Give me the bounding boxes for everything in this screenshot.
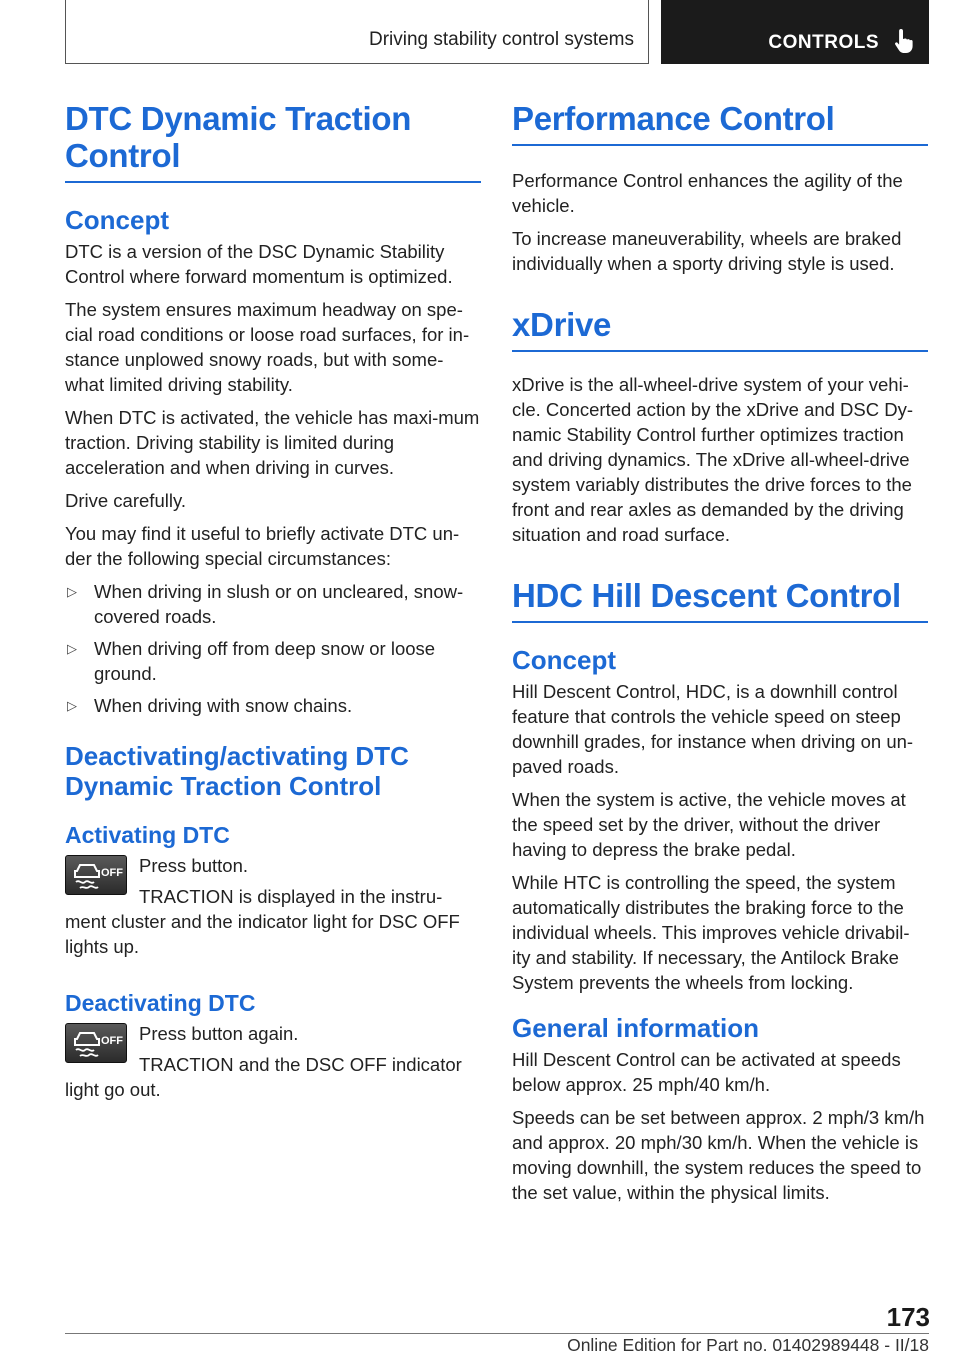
- off-label: OFF: [101, 1035, 123, 1047]
- page-number: 173: [886, 1302, 930, 1332]
- concept-paragraph: The system ensures maximum headway on spe‐cial road conditions or loose road surfaces, for in‐stance unplowed snowy roads, but with some‐what limited driving stability.: [65, 299, 470, 395]
- concept-paragraph: You may find it useful to briefly activate DTC un‐der the following special circumstances:: [65, 523, 460, 569]
- general-paragraph: Speeds can be set between approx. 2 mph/3 km/h and approx. 20 mph/30 km/h. When the vehicle is moving downhill, the system reduces the speed to the set value, within the physical limits.: [512, 1107, 925, 1203]
- activating-instructions: [65, 853, 481, 967]
- hdc-paragraph: When the system is active, the vehicle moves at the speed set by the driver, without the driver having to depress the brake pedal.: [512, 789, 906, 860]
- concept-heading: Concept: [65, 205, 169, 235]
- right-column: [512, 100, 928, 1213]
- xdrive-paragraph: xDrive is the all-wheel-drive system of your vehi‐cle. Concerted action by the xDrive and DSC Dy‐namic Stability Control further optimizes traction and driving dynamics. The xDrive all-wheel-drive system variably distributes the drive forces to the front and rear axles as demanded by the driving situation and road surface.: [512, 374, 914, 545]
- dsc-off-button-image: [65, 855, 127, 895]
- general-paragraph: Hill Descent Control can be activated at speeds below approx. 25 mph/40 km/h.: [512, 1049, 901, 1095]
- chapter-tab: [661, 0, 929, 64]
- deactivating-instructions: [65, 1021, 481, 1110]
- circumstances-list: [65, 579, 481, 718]
- hdc-title: HDC Hill Descent Control: [512, 577, 928, 623]
- concept-paragraph: DTC is a version of the DSC Dynamic Stability Control where forward momentum is optimized.: [65, 241, 453, 287]
- list-item: ▷ When driving in slush or on uncleared, snow-covered roads.: [67, 581, 464, 627]
- list-item: ▷ When driving with snow chains.: [67, 695, 353, 716]
- dtc-title: DTC Dynamic Traction Control: [65, 100, 481, 183]
- performance-paragraph: To increase maneuverability, wheels are braked individually when a sporty driving style is used.: [512, 228, 902, 274]
- concept-paragraph: Drive carefully.: [65, 490, 186, 511]
- activating-result: TRACTION is displayed in the instru‐ment cluster and the indicator light for DSC OFF lights up.: [65, 886, 460, 957]
- list-item: ▷ When driving off from deep snow or loose ground.: [67, 638, 436, 684]
- activating-heading: Activating DTC: [65, 822, 230, 848]
- hdc-paragraph: Hill Descent Control, HDC, is a downhill control feature that controls the vehicle speed on steep downhill grades, for instance when driving on un‐paved roads.: [512, 681, 914, 777]
- footer-divider: [65, 1333, 929, 1334]
- triangle-bullet-icon: ▷: [67, 641, 77, 656]
- performance-control-title: Performance Control: [512, 100, 928, 146]
- left-column: [65, 100, 481, 1110]
- concept-paragraph: When DTC is activated, the vehicle has maxi‐mum traction. Driving stability is limited during acceleration and when driving in curves.: [65, 407, 480, 478]
- performance-paragraph: Performance Control enhances the agility of the vehicle.: [512, 170, 903, 216]
- page-header: [65, 0, 929, 64]
- activating-step: Press button.: [139, 855, 249, 876]
- general-information-heading: General information: [512, 1013, 760, 1043]
- xdrive-title: xDrive: [512, 306, 928, 352]
- skidding-car-icon: [70, 862, 104, 890]
- pointing-hand-icon: [893, 28, 917, 54]
- chapter-title: CONTROLS: [768, 32, 879, 53]
- dsc-off-button-image: [65, 1023, 127, 1063]
- deactivating-step: Press button again.: [139, 1023, 299, 1044]
- section-title: Driving stability control systems: [65, 0, 649, 64]
- edition-link[interactable]: Online Edition for Part no. 01402989448 - II/18: [567, 1335, 929, 1355]
- triangle-bullet-icon: ▷: [67, 584, 77, 599]
- hdc-paragraph: While HTC is controlling the speed, the system automatically distributes the braking force to the individual wheels. This improves vehicle drivabil‐ity and stability. If necessary, the Antilock Brake System prevents the wheels from locking.: [512, 872, 910, 993]
- hdc-concept-heading: Concept: [512, 645, 616, 675]
- skidding-car-icon: [70, 1030, 104, 1058]
- off-label: OFF: [101, 867, 123, 879]
- triangle-bullet-icon: ▷: [67, 698, 77, 713]
- deactivating-result: TRACTION and the DSC OFF indicator light go out.: [65, 1054, 462, 1100]
- deactivating-activating-heading: Deactivating/activating DTC Dynamic Traction Control: [65, 741, 409, 801]
- deactivating-heading: Deactivating DTC: [65, 990, 256, 1016]
